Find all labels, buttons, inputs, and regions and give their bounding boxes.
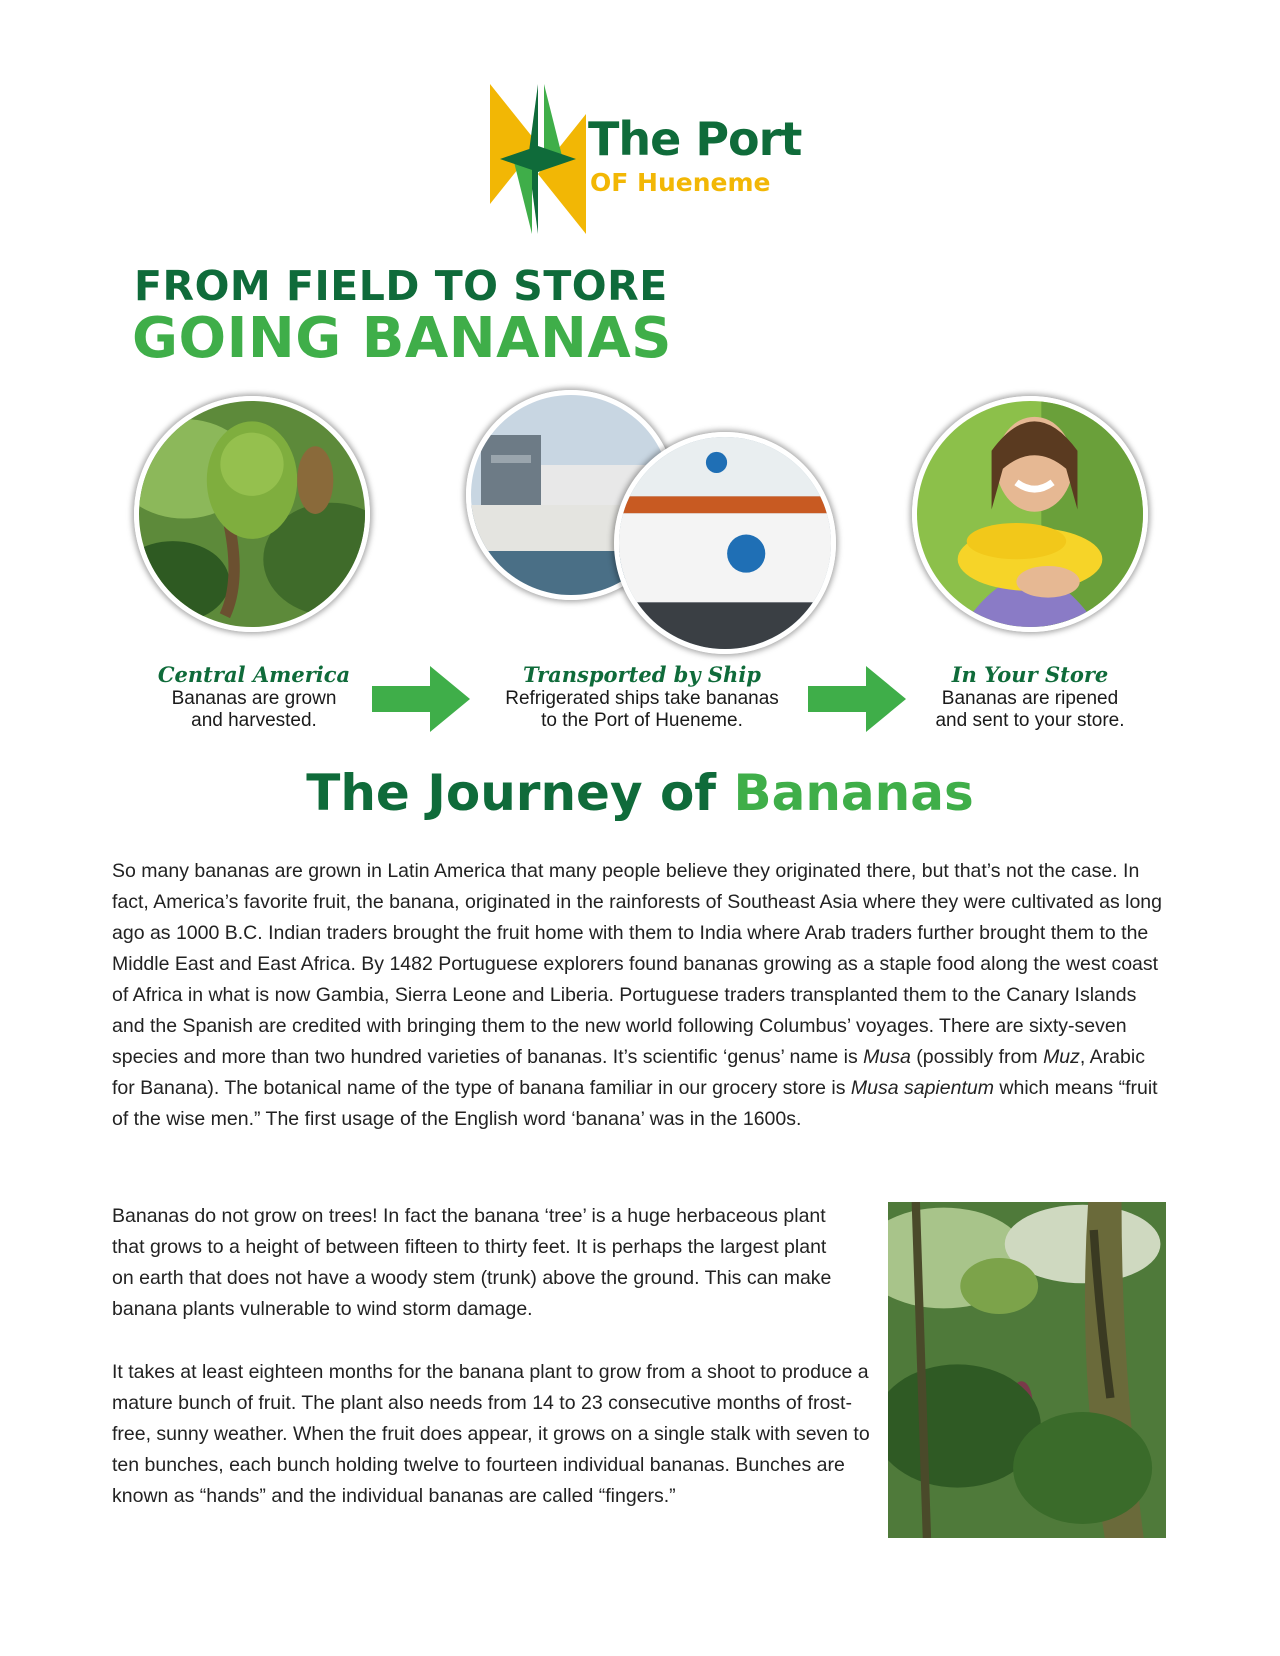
paragraph-italic: Musa <box>863 1046 911 1068</box>
headline-going-bananas: GOING BANANAS <box>132 306 673 371</box>
step-title: Transported by Ship <box>523 662 761 687</box>
girl-with-bananas-photo <box>912 396 1148 632</box>
banana-plantation-photo <box>888 1202 1166 1538</box>
logo-subtitle: OF Hueneme <box>590 168 771 197</box>
banana-plant-photo <box>134 396 370 632</box>
section-title-dark: The Journey of <box>306 764 717 822</box>
step-in-your-store <box>880 662 1180 732</box>
section-title <box>0 764 1280 822</box>
paragraph-italic: Musa sapientum <box>850 1077 994 1099</box>
paragraph-text: (possibly from <box>910 1046 1044 1068</box>
step-description-line: to the Port of Hueneme. <box>541 710 743 731</box>
headline-from-field-to-store: FROM FIELD TO STORE <box>134 262 668 310</box>
step-transported-by-ship <box>492 662 792 732</box>
step-description-line: Bananas are grown <box>171 688 337 709</box>
paragraph-text: So many bananas are grown in Latin America that many people believe they originated there, but that’s not the case. In fact, America’s favorite fruit, the banana, originated in the rainforests of Southeast Asia where they were cultivated as long ago as 1000 B.C. Indian traders brought the fruit home with them to India where Arab traders further brought them to the Middle East and East Africa. By 1482 Portuguese explorers found bananas growing as a staple food along the west coast of Africa in what is now Gambia, Sierra Leone and Liberia. Portuguese traders transplanted them to the Canary Islands and the Spanish are credited with bringing them to the new world following Columbus’ voyages. There are sixty-seven species and more than two hundred varieties of bananas. It’s scientific ‘genus’ name is <box>112 860 1162 1068</box>
port-logo-mark-icon <box>490 84 586 234</box>
paragraph-not-trees: Bananas do not grow on trees! In fact the banana ‘tree’ is a huge herbaceous plant that grows to a height of between fifteen to thirty feet. It is perhaps the largest plant on earth that does not have a woody stem (trunk) above the ground. This can make banana plants vulnerable to wind storm damage. <box>112 1205 832 1320</box>
step-central-america <box>104 662 404 732</box>
paragraph-growth: It takes at least eighteen months for the banana plant to grow from a shoot to produce a mature bunch of fruit. The plant also needs from 14 to 23 consecutive months of frost-free, sunny weather. When the fruit does appear, it grows on a single stalk with seven to ten bunches, each bunch holding twelve to fourteen individual bananas. Bunches are known as “hands” and the individual bananas are called “fingers.” <box>112 1361 870 1507</box>
step-title: In Your Store <box>951 662 1109 687</box>
paragraph-text: , Arabic for Banana). The botanical name of the type of banana familiar in our grocery store is <box>112 1046 1145 1099</box>
port-logo <box>490 84 802 234</box>
section-title-light: Bananas <box>733 764 974 822</box>
refrigerated-container-photo <box>614 432 836 654</box>
step-description-line: Bananas are ripened <box>941 688 1119 709</box>
step-description-line: Refrigerated ships take bananas <box>505 688 779 709</box>
step-description-line: and sent to your store. <box>935 710 1125 731</box>
paragraph-origins <box>112 856 1170 1135</box>
step-title: Central America <box>157 662 351 687</box>
paragraph-italic: Muz <box>1043 1046 1080 1068</box>
paragraph-text: which means “fruit of the wise men.” The first usage of the English word ‘banana’ was in the 1600s. <box>112 1077 1158 1130</box>
right-arrow-icon <box>372 666 470 732</box>
logo-title: The Port <box>588 112 802 166</box>
step-description-line: and harvested. <box>191 710 317 731</box>
